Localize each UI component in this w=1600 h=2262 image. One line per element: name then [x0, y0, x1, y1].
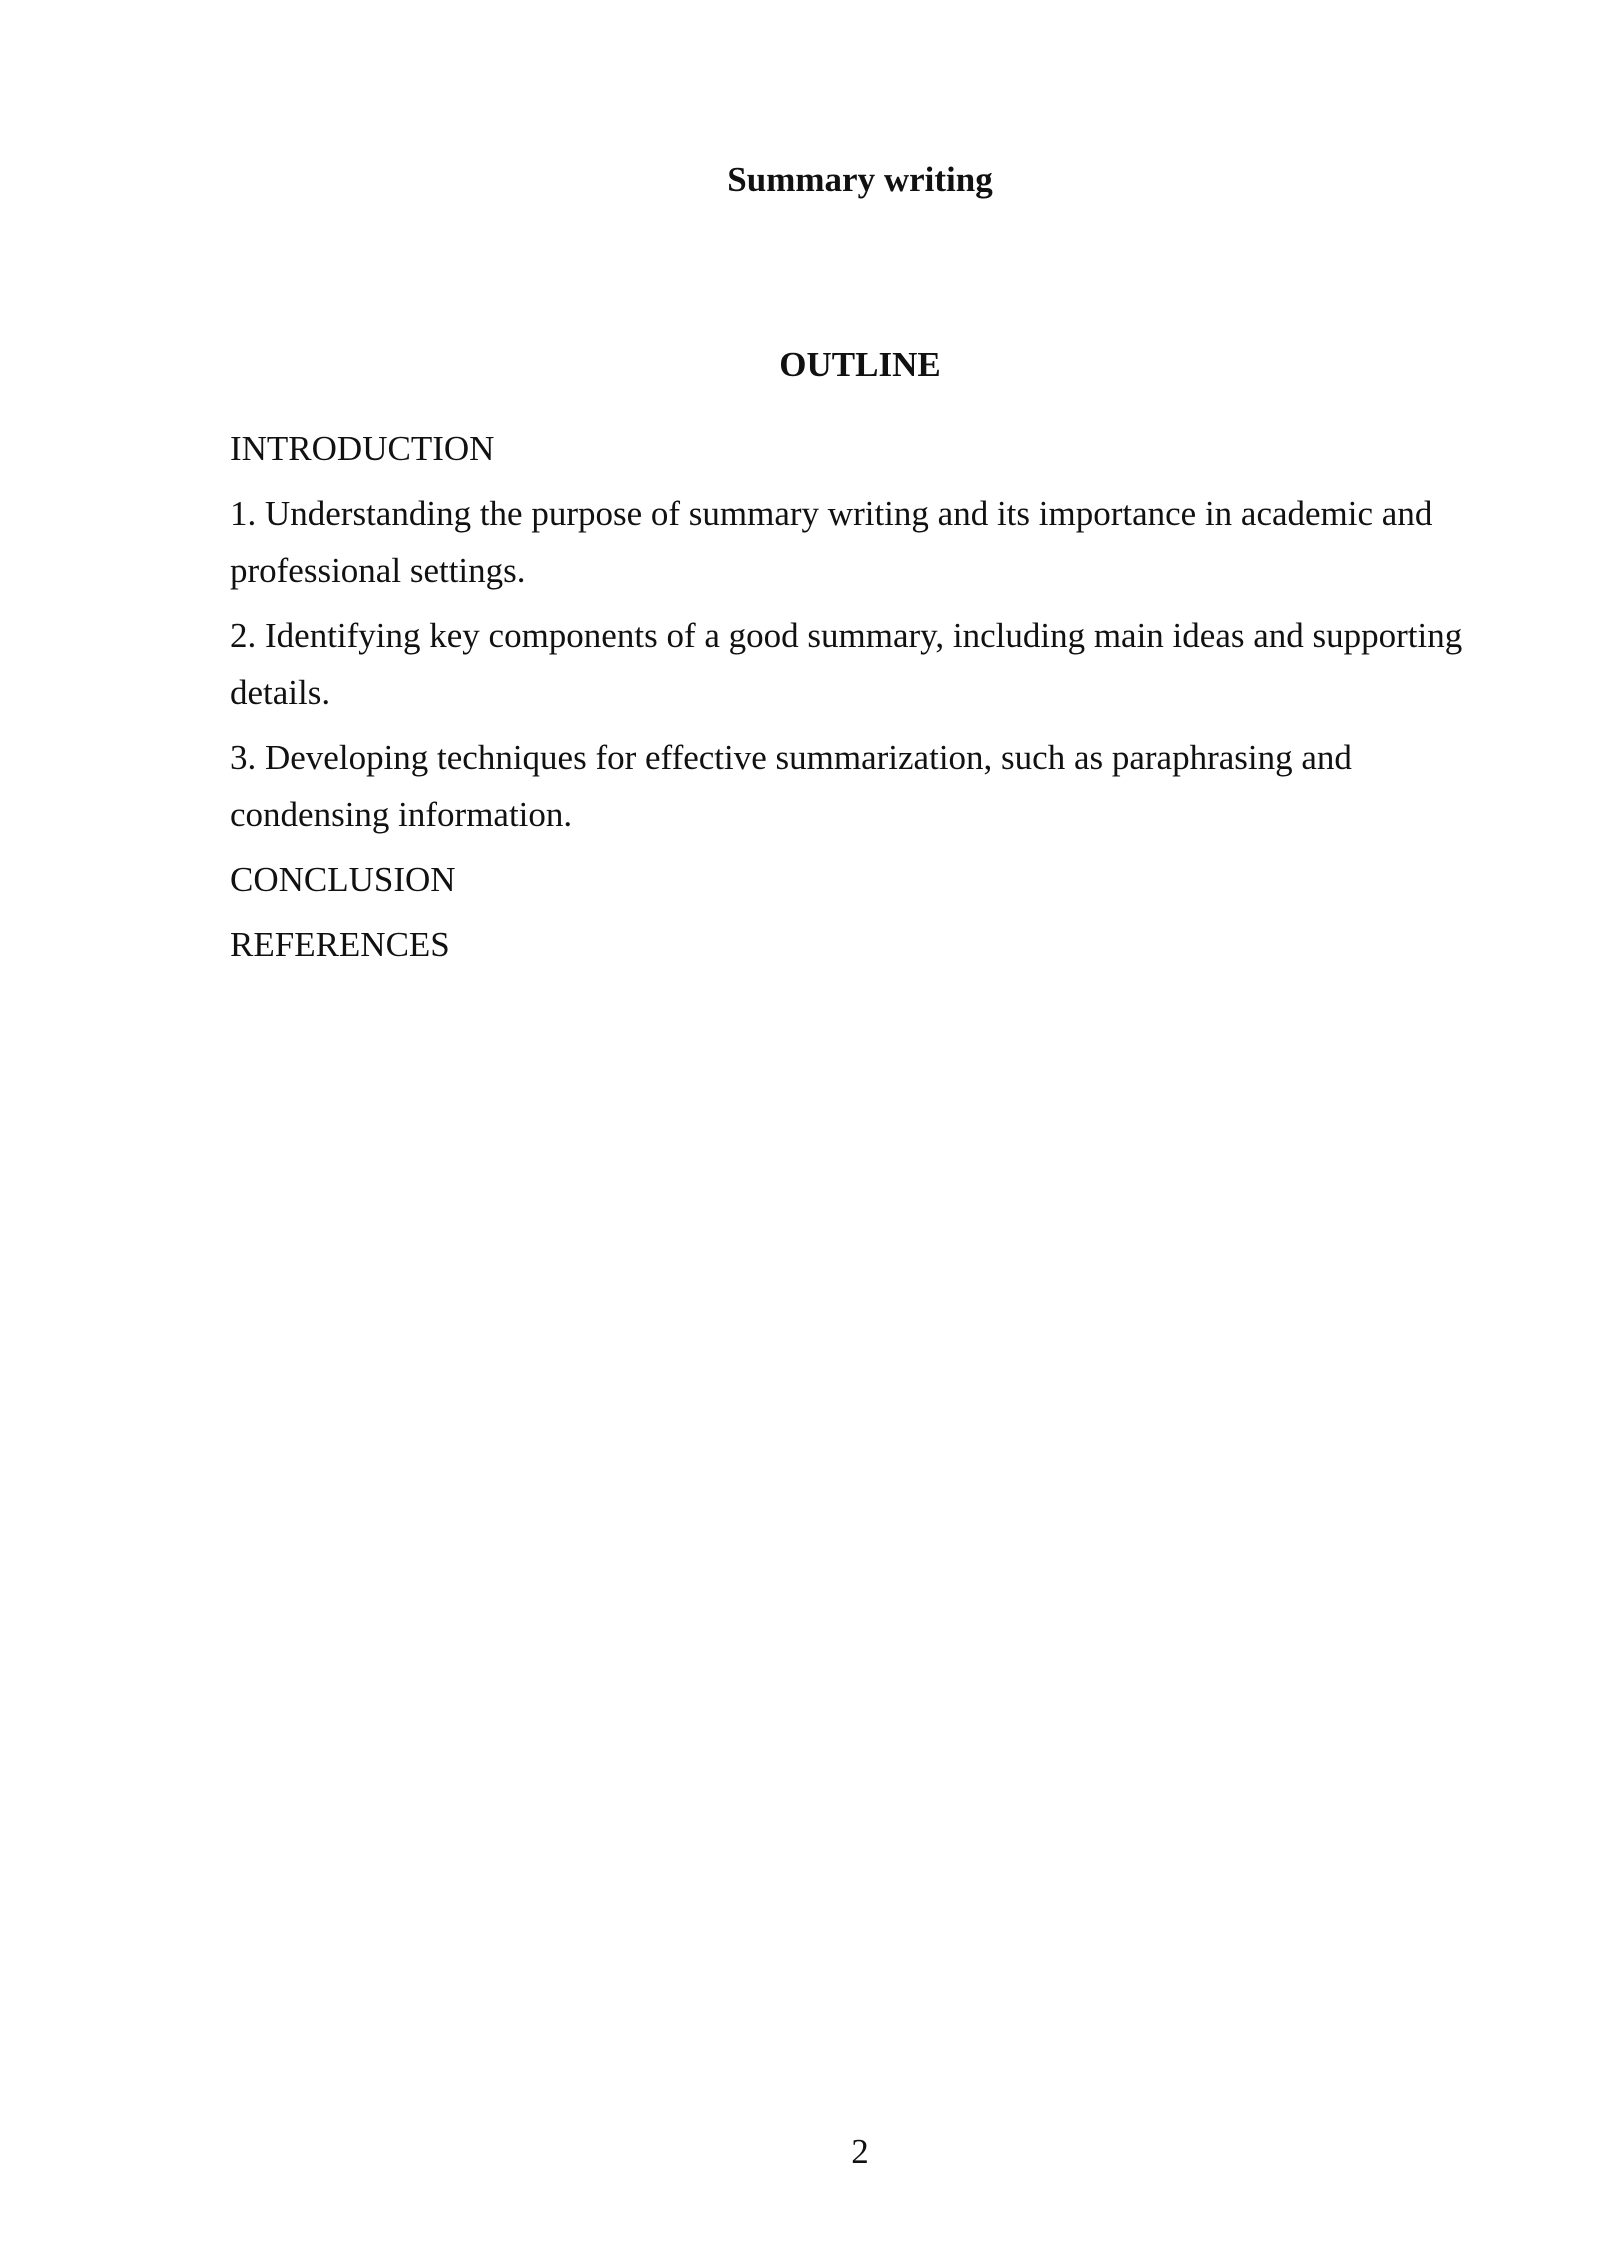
outline-heading: OUTLINE: [779, 345, 941, 384]
page-number: 2: [851, 2132, 869, 2171]
outline-list: [230, 420, 1480, 981]
outline-item-conclusion: CONCLUSION: [230, 860, 456, 899]
document-title: Summary writing: [727, 160, 993, 199]
outline-item-3: 3. Developing techniques for effective summarization, such as paraphrasing and condensing information.: [230, 738, 1352, 834]
outline-item-introduction: INTRODUCTION: [230, 429, 495, 468]
outline-item-2: 2. Identifying key components of a good summary, including main ideas and supporting details.: [230, 616, 1463, 712]
outline-item-references: REFERENCES: [230, 925, 450, 964]
outline-item-1: 1. Understanding the purpose of summary writing and its importance in academic and professional settings.: [230, 494, 1433, 590]
